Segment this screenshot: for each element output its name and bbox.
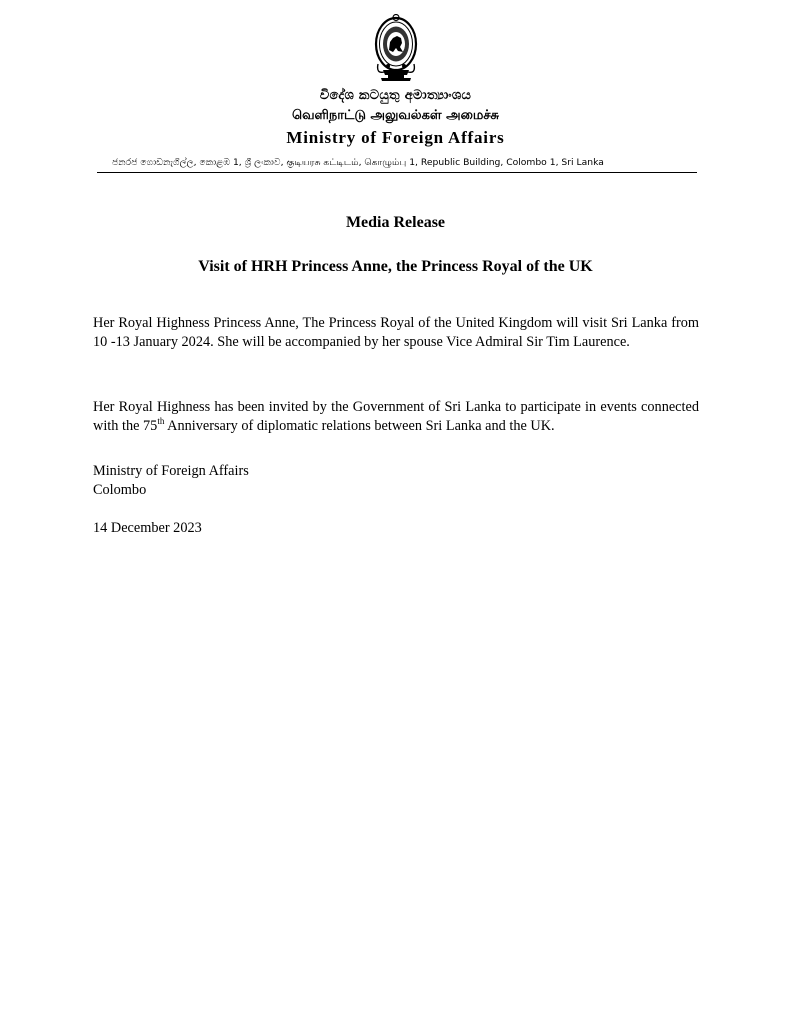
- ministry-name-sinhala: විදේශ කටයුතු අමාත්‍යාංශය: [319, 88, 472, 103]
- signoff: [93, 462, 249, 500]
- release-date: 14 December 2023: [93, 520, 202, 536]
- signoff-city: Colombo: [93, 482, 147, 498]
- letterhead: [0, 0, 791, 180]
- paragraph-2-text-end: Anniversary of diplomatic relations between Sri Lanka and the UK.: [164, 418, 555, 434]
- letterhead-divider: [97, 172, 697, 173]
- ministry-name-tamil: வெளிநாட்டு அலுவல்கள் அமைச்சு: [291, 108, 500, 123]
- signoff-ministry: Ministry of Foreign Affairs: [93, 463, 249, 479]
- release-title: Visit of HRH Princess Anne, the Princess Royal of the UK: [198, 258, 593, 275]
- ordinal-suffix: th: [157, 416, 165, 427]
- national-emblem-icon: [374, 14, 418, 84]
- ministry-address: ජනරජ ගොඩනැගිල්ල, කොළඹ 1, ශ්‍රී ලංකාව, குடியரசு கட்டிடம், கொழும்பு 1, Republic Building, Colombo 1, Sri Lanka: [112, 157, 604, 168]
- release-paragraph-1: Her Royal Highness Princess Anne, The Princess Royal of the United Kingdom will visit Sri Lanka from 10 -13 January 2024. She will be accompanied by her spouse Vice Admiral Sir Tim Laurence.: [93, 315, 699, 350]
- ministry-name-english: Ministry of Foreign Affairs: [286, 128, 505, 147]
- release-paragraph-2: [93, 398, 699, 436]
- media-release-heading: Media Release: [345, 214, 446, 231]
- paragraph-2-text-start: Her Royal Highness has been invited by the Government of Sri Lanka to participate in events connected with the 75: [93, 399, 699, 434]
